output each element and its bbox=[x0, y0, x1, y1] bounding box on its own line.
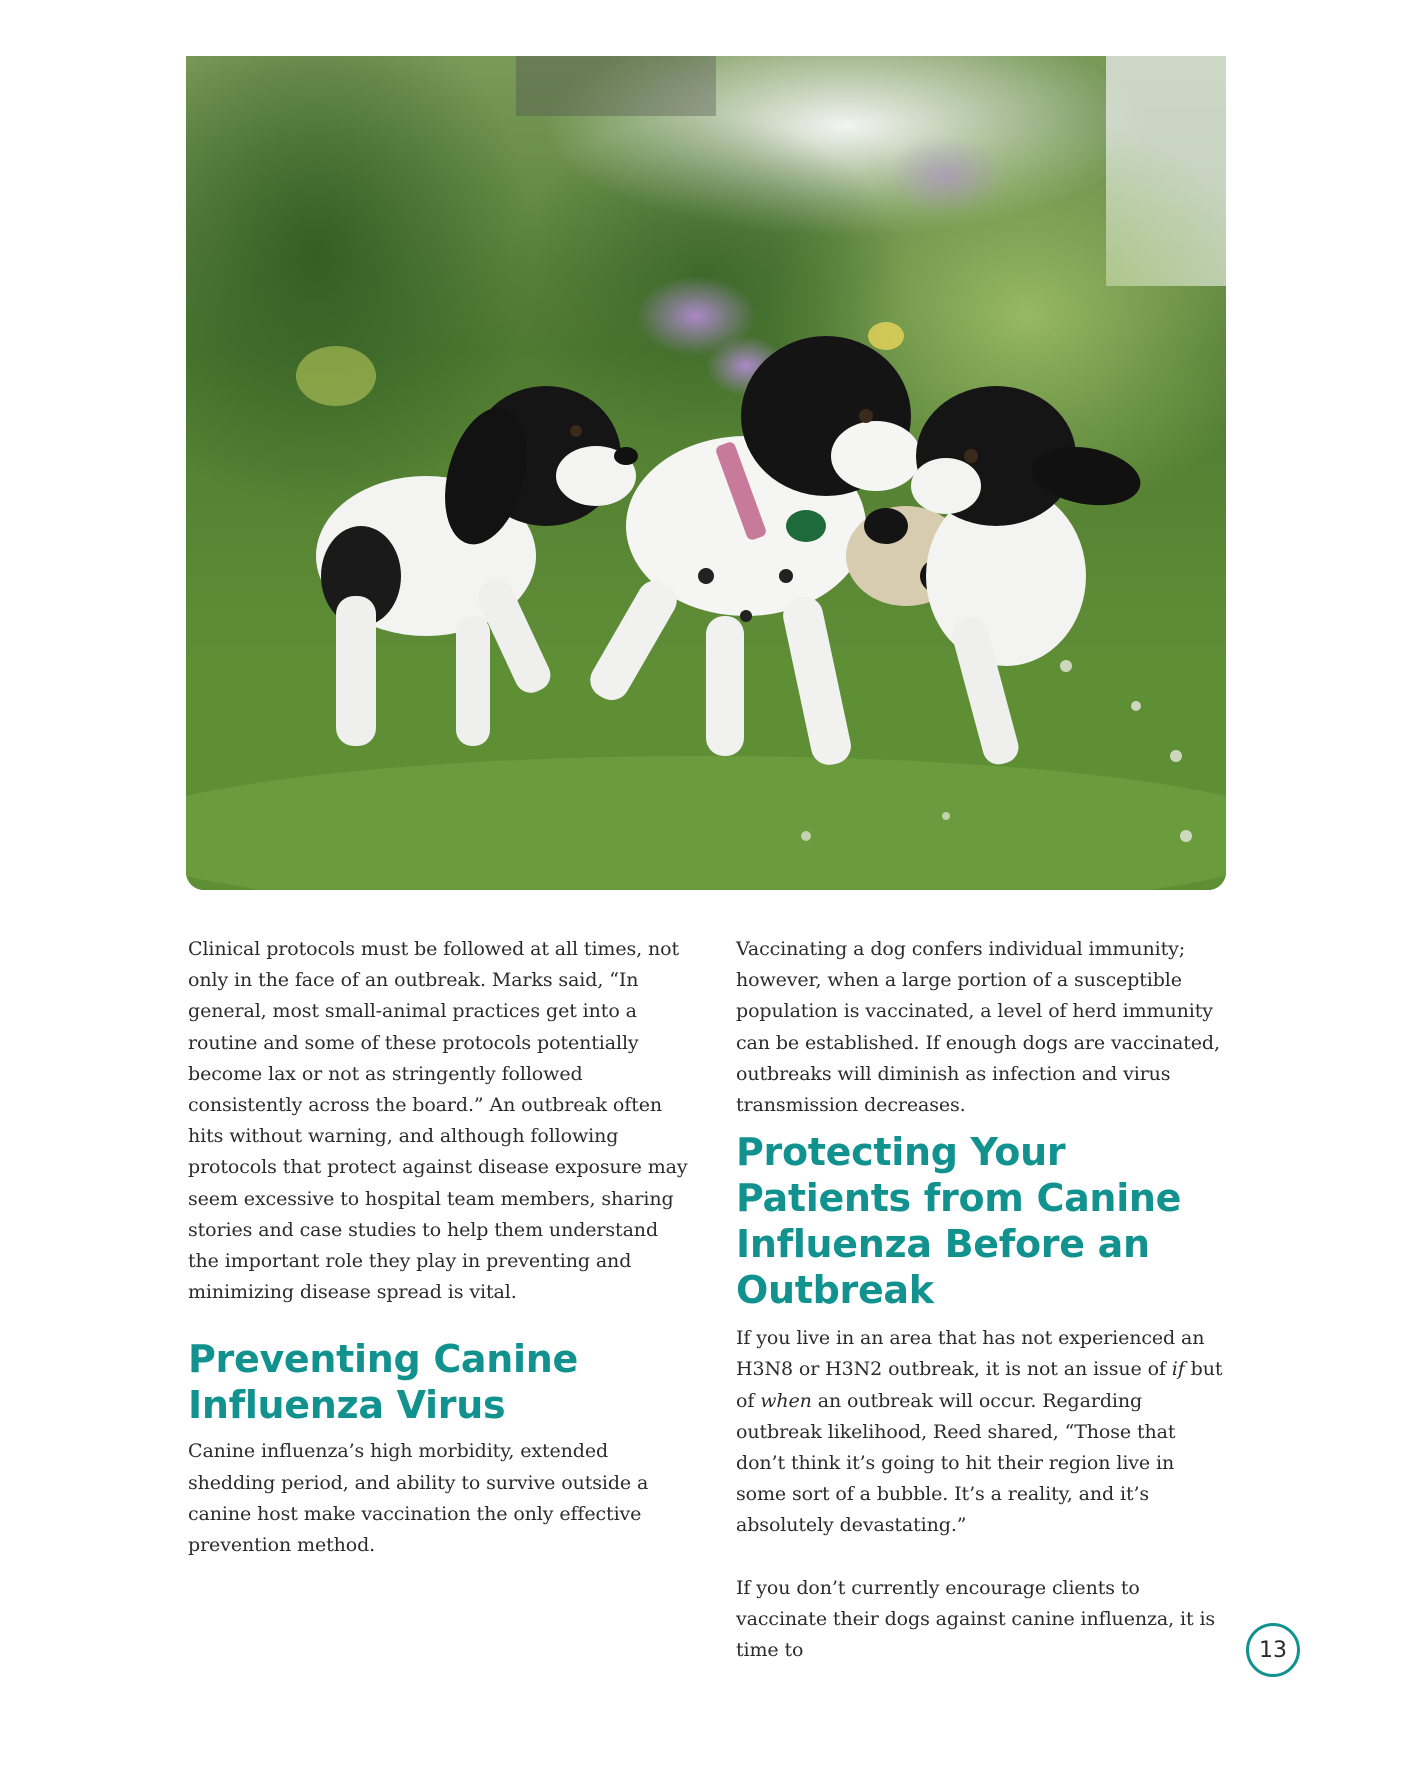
emphasis-when: when bbox=[760, 1389, 812, 1412]
hero-photo bbox=[186, 56, 1226, 890]
right-intro-paragraph: Vaccinating a dog confers individual immunity; however, when a large portion of a susceptible population is vaccinated, a level of herd immunity can be established. If enough dogs are vaccinated, outbreaks will diminish as infection and virus transmission decreases. bbox=[736, 938, 1220, 1117]
emphasis-if: if bbox=[1171, 1358, 1185, 1381]
page-number: 13 bbox=[1259, 1637, 1287, 1663]
left-column bbox=[188, 934, 688, 1561]
heading-preventing-canine-influenza: Preventing Canine Influenza Virus bbox=[188, 1337, 578, 1428]
text-segment: but of bbox=[736, 1358, 1223, 1412]
right-column bbox=[736, 934, 1230, 1666]
left-intro-paragraph: Clinical protocols must be followed at all times, not only in the face of an outbreak. Marks said, “In general, most small-animal practices get into a routine and some of these protocols potentially become lax or not as stringently followed consistently across the board.” An outbreak often hits without warning, and although following protocols that protect against disease exposure may seem excessive to hospital team members, sharing stories and case studies to help them understand the important role they play in preventing and minimizing disease spread is vital. bbox=[188, 938, 688, 1304]
heading-protecting-your-patients: Protecting Your Patients from Canine Influenza Before an Outbreak bbox=[736, 1130, 1182, 1313]
right-outbreak-paragraph bbox=[736, 1323, 1230, 1541]
left-body-paragraph: Canine influenza’s high morbidity, extended shedding period, and ability to survive outside a canine host make vaccination the only effective prevention method. bbox=[188, 1440, 649, 1557]
right-vaccinate-paragraph: If you don’t currently encourage clients to vaccinate their dogs against canine influenza, it is time to bbox=[736, 1576, 1216, 1662]
text-segment: If you live in an area that has not experienced an H3N8 or H3N2 outbreak, it is not an issue of bbox=[736, 1327, 1205, 1381]
puppies-photo-illustration bbox=[186, 56, 1226, 890]
page-number-badge bbox=[1246, 1623, 1300, 1677]
text-segment: an outbreak will occur. Regarding outbreak likelihood, Reed shared, “Those that don’t think it’s going to hit their region live in some sort of a bubble. It’s a reality, and it’s absolutely devastating.” bbox=[736, 1389, 1176, 1537]
